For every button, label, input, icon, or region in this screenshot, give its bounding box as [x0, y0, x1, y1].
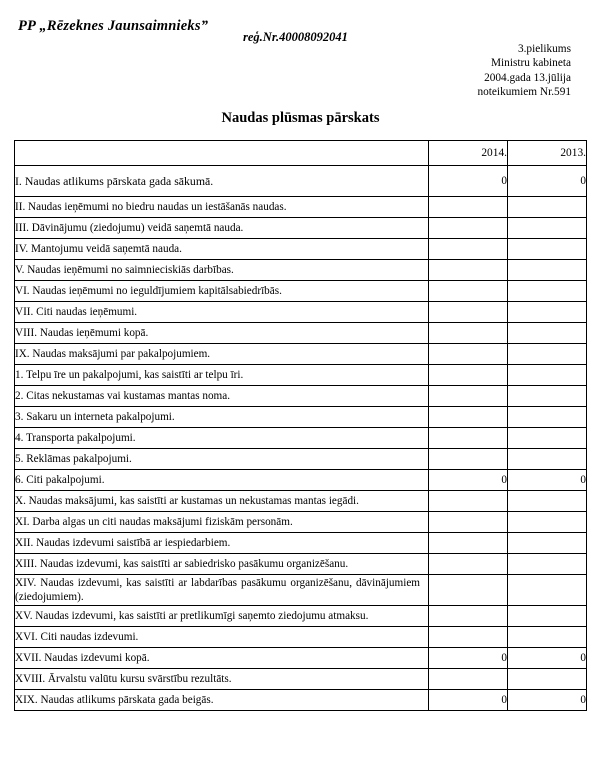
table-row	[15, 166, 587, 197]
table-row	[15, 491, 587, 512]
cell-2013: 0	[508, 166, 587, 197]
cell-2014	[429, 218, 508, 239]
annex-line-1: 3.pielikums	[517, 43, 571, 55]
table-row	[15, 344, 587, 365]
cell-2014	[429, 407, 508, 428]
table-row	[15, 218, 587, 239]
row-label: 1. Telpu īre un pakalpojumi, kas saistīti ar telpu īri.	[15, 365, 429, 386]
table-row	[15, 428, 587, 449]
table-row	[15, 669, 587, 690]
cell-2013	[508, 386, 587, 407]
cell-2013: 0	[508, 690, 587, 711]
cell-2014	[429, 606, 508, 627]
row-label: XVII. Naudas izdevumi kopā.	[15, 648, 429, 669]
annex-line-4: noteikumiem Nr.591	[477, 86, 571, 99]
row-label: 4. Transporta pakalpojumi.	[15, 428, 429, 449]
table-row	[15, 260, 587, 281]
cell-2013	[508, 344, 587, 365]
annex-line-3: 2004.gada 13.jūlija	[484, 71, 571, 84]
table-row	[15, 648, 587, 669]
cell-2013	[508, 260, 587, 281]
row-label: I. Naudas atlikums pārskata gada sākumā.	[15, 166, 429, 197]
cell-2014	[429, 449, 508, 470]
row-label: IV. Mantojumu veidā saņemtā nauda.	[15, 239, 429, 260]
cell-2013	[508, 407, 587, 428]
table-row	[15, 449, 587, 470]
row-label: VI. Naudas ieņēmumi no ieguldījumiem kapitālsabiedrībās.	[15, 281, 429, 302]
cell-2013	[508, 606, 587, 627]
cell-2013	[508, 365, 587, 386]
cell-2013	[508, 302, 587, 323]
row-label: XVIII. Ārvalstu valūtu kursu svārstību rezultāts.	[15, 669, 429, 690]
cell-2014: 0	[429, 166, 508, 197]
cell-2014: 0	[429, 648, 508, 669]
row-label: 6. Citi pakalpojumi.	[15, 470, 429, 491]
cell-2013	[508, 669, 587, 690]
column-header-label	[15, 141, 429, 166]
row-label: XV. Naudas izdevumi, kas saistīti ar pretlikumīgi saņemto ziedojumu atmaksu.	[15, 606, 429, 627]
cell-2013	[508, 533, 587, 554]
row-label: 5. Reklāmas pakalpojumi.	[15, 449, 429, 470]
table-row	[15, 627, 587, 648]
table-row	[15, 512, 587, 533]
cell-2013: 0	[508, 470, 587, 491]
annex-reference	[477, 42, 571, 100]
cell-2014	[429, 323, 508, 344]
cell-2013	[508, 554, 587, 575]
row-label: X. Naudas maksājumi, kas saistīti ar kustamas un nekustamas mantas iegādi.	[15, 491, 429, 512]
cell-2013	[508, 197, 587, 218]
table-row	[15, 281, 587, 302]
cell-2013	[508, 575, 587, 606]
row-label: XI. Darba algas un citi naudas maksājumi fiziskām personām.	[15, 512, 429, 533]
table-row	[15, 533, 587, 554]
table-row	[15, 606, 587, 627]
row-label: XVI. Citi naudas izdevumi.	[15, 627, 429, 648]
cell-2013	[508, 491, 587, 512]
page-title: Naudas plūsmas pārskats	[221, 110, 380, 126]
cell-2014	[429, 512, 508, 533]
cell-2014	[429, 428, 508, 449]
registration-number: reģ.Nr.40008092041	[243, 30, 348, 44]
row-label: 2. Citas nekustamas vai kustamas mantas noma.	[15, 386, 429, 407]
cell-2014	[429, 533, 508, 554]
cell-2014	[429, 197, 508, 218]
table-row	[15, 575, 587, 606]
table-row	[15, 554, 587, 575]
cell-2013	[508, 239, 587, 260]
row-label: IX. Naudas maksājumi par pakalpojumiem.	[15, 344, 429, 365]
cell-2014	[429, 554, 508, 575]
table-row	[15, 690, 587, 711]
table-row	[15, 197, 587, 218]
cell-2013	[508, 218, 587, 239]
cell-2014	[429, 575, 508, 606]
cell-2013: 0	[508, 648, 587, 669]
row-label: XII. Naudas izdevumi saistībā ar iespiedarbiem.	[15, 533, 429, 554]
table-row	[15, 239, 587, 260]
organization-name: PP „Rēzeknes Jaunsaimnieks”	[18, 18, 209, 34]
row-label: XIII. Naudas izdevumi, kas saistīti ar sabiedrisko pasākumu organizēšanu.	[15, 554, 429, 575]
cell-2013	[508, 512, 587, 533]
cell-2014	[429, 302, 508, 323]
cell-2013	[508, 323, 587, 344]
row-label: VII. Citi naudas ieņēmumi.	[15, 302, 429, 323]
table-header-row	[15, 141, 587, 166]
table-row	[15, 302, 587, 323]
cell-2013	[508, 428, 587, 449]
cell-2014	[429, 669, 508, 690]
table-row	[15, 407, 587, 428]
column-header-2014: 2014.	[429, 141, 508, 166]
cell-2013	[508, 449, 587, 470]
table-row	[15, 323, 587, 344]
row-label: XIV. Naudas izdevumi, kas saistīti ar labdarības pasākumu organizēšanu, dāvinājumiem (ziedojumiem).	[15, 575, 429, 606]
cell-2014	[429, 260, 508, 281]
cell-2014	[429, 281, 508, 302]
column-header-2013: 2013.	[508, 141, 587, 166]
row-label: XIX. Naudas atlikums pārskata gada beigās.	[15, 690, 429, 711]
row-label: 3. Sakaru un interneta pakalpojumi.	[15, 407, 429, 428]
row-label: III. Dāvinājumu (ziedojumu) veidā saņemtā nauda.	[15, 218, 429, 239]
cell-2014	[429, 627, 508, 648]
cell-2013	[508, 627, 587, 648]
cash-flow-table	[14, 140, 587, 711]
table-row	[15, 386, 587, 407]
cell-2014	[429, 386, 508, 407]
table-row	[15, 365, 587, 386]
annex-line-2: Ministru kabineta	[490, 57, 571, 70]
cell-2014	[429, 239, 508, 260]
cell-2014	[429, 365, 508, 386]
table-row	[15, 470, 587, 491]
row-label: VIII. Naudas ieņēmumi kopā.	[15, 323, 429, 344]
row-label: II. Naudas ieņēmumi no biedru naudas un iestāšanās naudas.	[15, 197, 429, 218]
row-label: V. Naudas ieņēmumi no saimnieciskiās darbības.	[15, 260, 429, 281]
table-body	[15, 166, 587, 711]
cell-2013	[508, 281, 587, 302]
cell-2014: 0	[429, 470, 508, 491]
cell-2014: 0	[429, 690, 508, 711]
cell-2014	[429, 344, 508, 365]
cell-2014	[429, 491, 508, 512]
